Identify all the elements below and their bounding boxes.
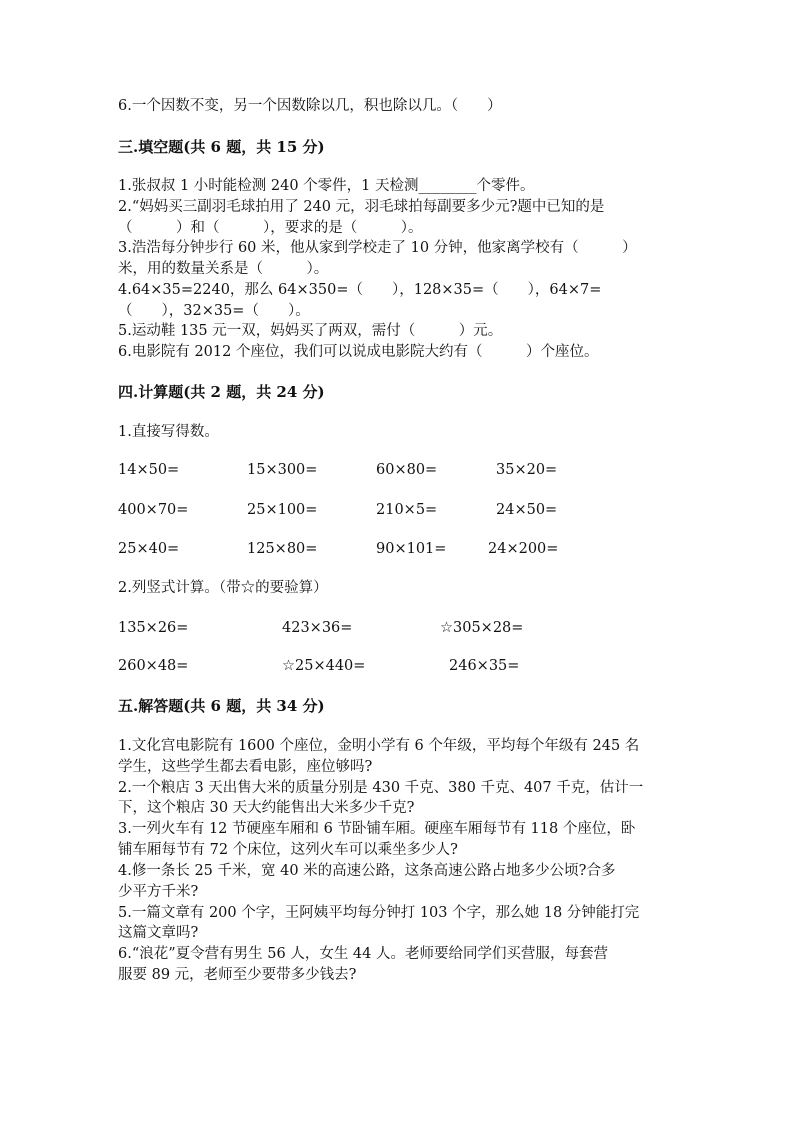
fill-question-4-line-1: 4.64×35=2240，那么 64×350=（ ），128×35=（ ），64×7=: [118, 282, 602, 298]
fill-question-3-line-2: 米，用的数量关系是（ ）。: [118, 261, 329, 277]
word-problem-2-line-2: 下，这个粮店 30 天大约能售出大米多少千克?: [118, 800, 415, 816]
oral-calc-item: 125×80=: [247, 541, 318, 557]
word-problem-1-line-2: 学生，这些学生都去看电影，座位够吗?: [118, 759, 373, 775]
vertical-calc-item: 260×48=: [118, 658, 189, 674]
oral-calc-item: 24×200=: [488, 541, 559, 557]
word-problem-4-line-1: 4.修一条长 25 千米，宽 40 米的高速公路，这条高速公路占地多少公顷?合多: [118, 863, 616, 879]
oral-calc-item: 400×70=: [118, 502, 189, 518]
vertical-calc-item: 135×26=: [118, 620, 189, 636]
fill-question-5: 5.运动鞋 135 元一双，妈妈买了两双，需付（ ）元。: [118, 323, 503, 339]
oral-calc-item: 25×100=: [247, 502, 318, 518]
section-3-heading: 三.填空题(共 6 题，共 15 分): [118, 138, 325, 156]
word-problem-6-line-2: 服要 89 元，老师至少要带多少钱去?: [118, 967, 357, 983]
oral-calc-item: 35×20=: [496, 462, 558, 478]
fill-question-4-line-2: （ ），32×35=（ ）。: [118, 303, 310, 319]
oral-calc-item: 25×40=: [118, 541, 180, 557]
word-problem-3-line-1: 3.一列火车有 12 节硬座车厢和 6 节卧铺车厢。硬座车厢每节有 118 个座位，卧: [118, 821, 636, 837]
oral-calc-item: 210×5=: [376, 502, 438, 518]
fill-question-6: 6.电影院有 2012 个座位，我们可以说成电影院大约有（ ）个座位。: [118, 344, 599, 360]
word-problem-4-line-2: 少平方千米?: [118, 884, 199, 900]
oral-calc-item: 24×50=: [496, 502, 558, 518]
oral-calc-item: 15×300=: [247, 462, 318, 478]
vertical-calc-item: 423×36=: [282, 620, 353, 636]
word-problem-3-line-2: 铺车厢每节有 72 个床位，这列火车可以乘坐多少人?: [118, 842, 458, 858]
judgement-question-6: 6.一个因数不变，另一个因数除以几，积也除以几。（ ）: [118, 98, 502, 114]
fill-question-3-line-1: 3.浩浩每分钟步行 60 米，他从家到学校走了 10 分钟，他家离学校有（ ）: [118, 240, 637, 256]
section-5-heading: 五.解答题(共 6 题，共 34 分): [118, 697, 325, 715]
vertical-calc-item: 246×35=: [449, 658, 520, 674]
fill-question-1: 1.张叔叔 1 小时能检测 240 个零件，1 天检测________个零件。: [118, 178, 535, 194]
vertical-calc-item: ☆25×440=: [282, 658, 366, 674]
fill-question-2-line-1: 2.“妈妈买三副羽毛球拍用了 240 元，羽毛球拍每副要多少元?题中已知的是: [118, 199, 605, 215]
vertical-calc-item: ☆305×28=: [440, 620, 524, 636]
calc-question-1-title: 1.直接写得数。: [118, 424, 219, 440]
word-problem-2-line-1: 2.一个粮店 3 天出售大米的质量分别是 430 千克、380 千克、407 千克，估计一: [118, 780, 644, 796]
oral-calc-item: 60×80=: [376, 462, 438, 478]
fill-question-2-line-2: （ ）和（ ），要求的是（ ）。: [118, 220, 423, 236]
word-problem-6-line-1: 6.“浪花”夏令营有男生 56 人，女生 44 人。老师要给同学们买营服，每套营: [118, 946, 608, 962]
oral-calc-item: 14×50=: [118, 462, 180, 478]
word-problem-5-line-2: 这篇文章吗?: [118, 925, 199, 941]
section-4-heading: 四.计算题(共 2 题，共 24 分): [118, 383, 325, 401]
oral-calc-item: 90×101=: [376, 541, 447, 557]
word-problem-5-line-1: 5.一篇文章有 200 个字，王阿姨平均每分钟打 103 个字，那么她 18 分钟能打完: [118, 905, 640, 921]
word-problem-1-line-1: 1.文化宫电影院有 1600 个座位，金明小学有 6 个年级，平均每个年级有 245 名: [118, 738, 640, 754]
calc-question-2-title: 2.列竖式计算。（带☆的要验算）: [118, 580, 328, 596]
